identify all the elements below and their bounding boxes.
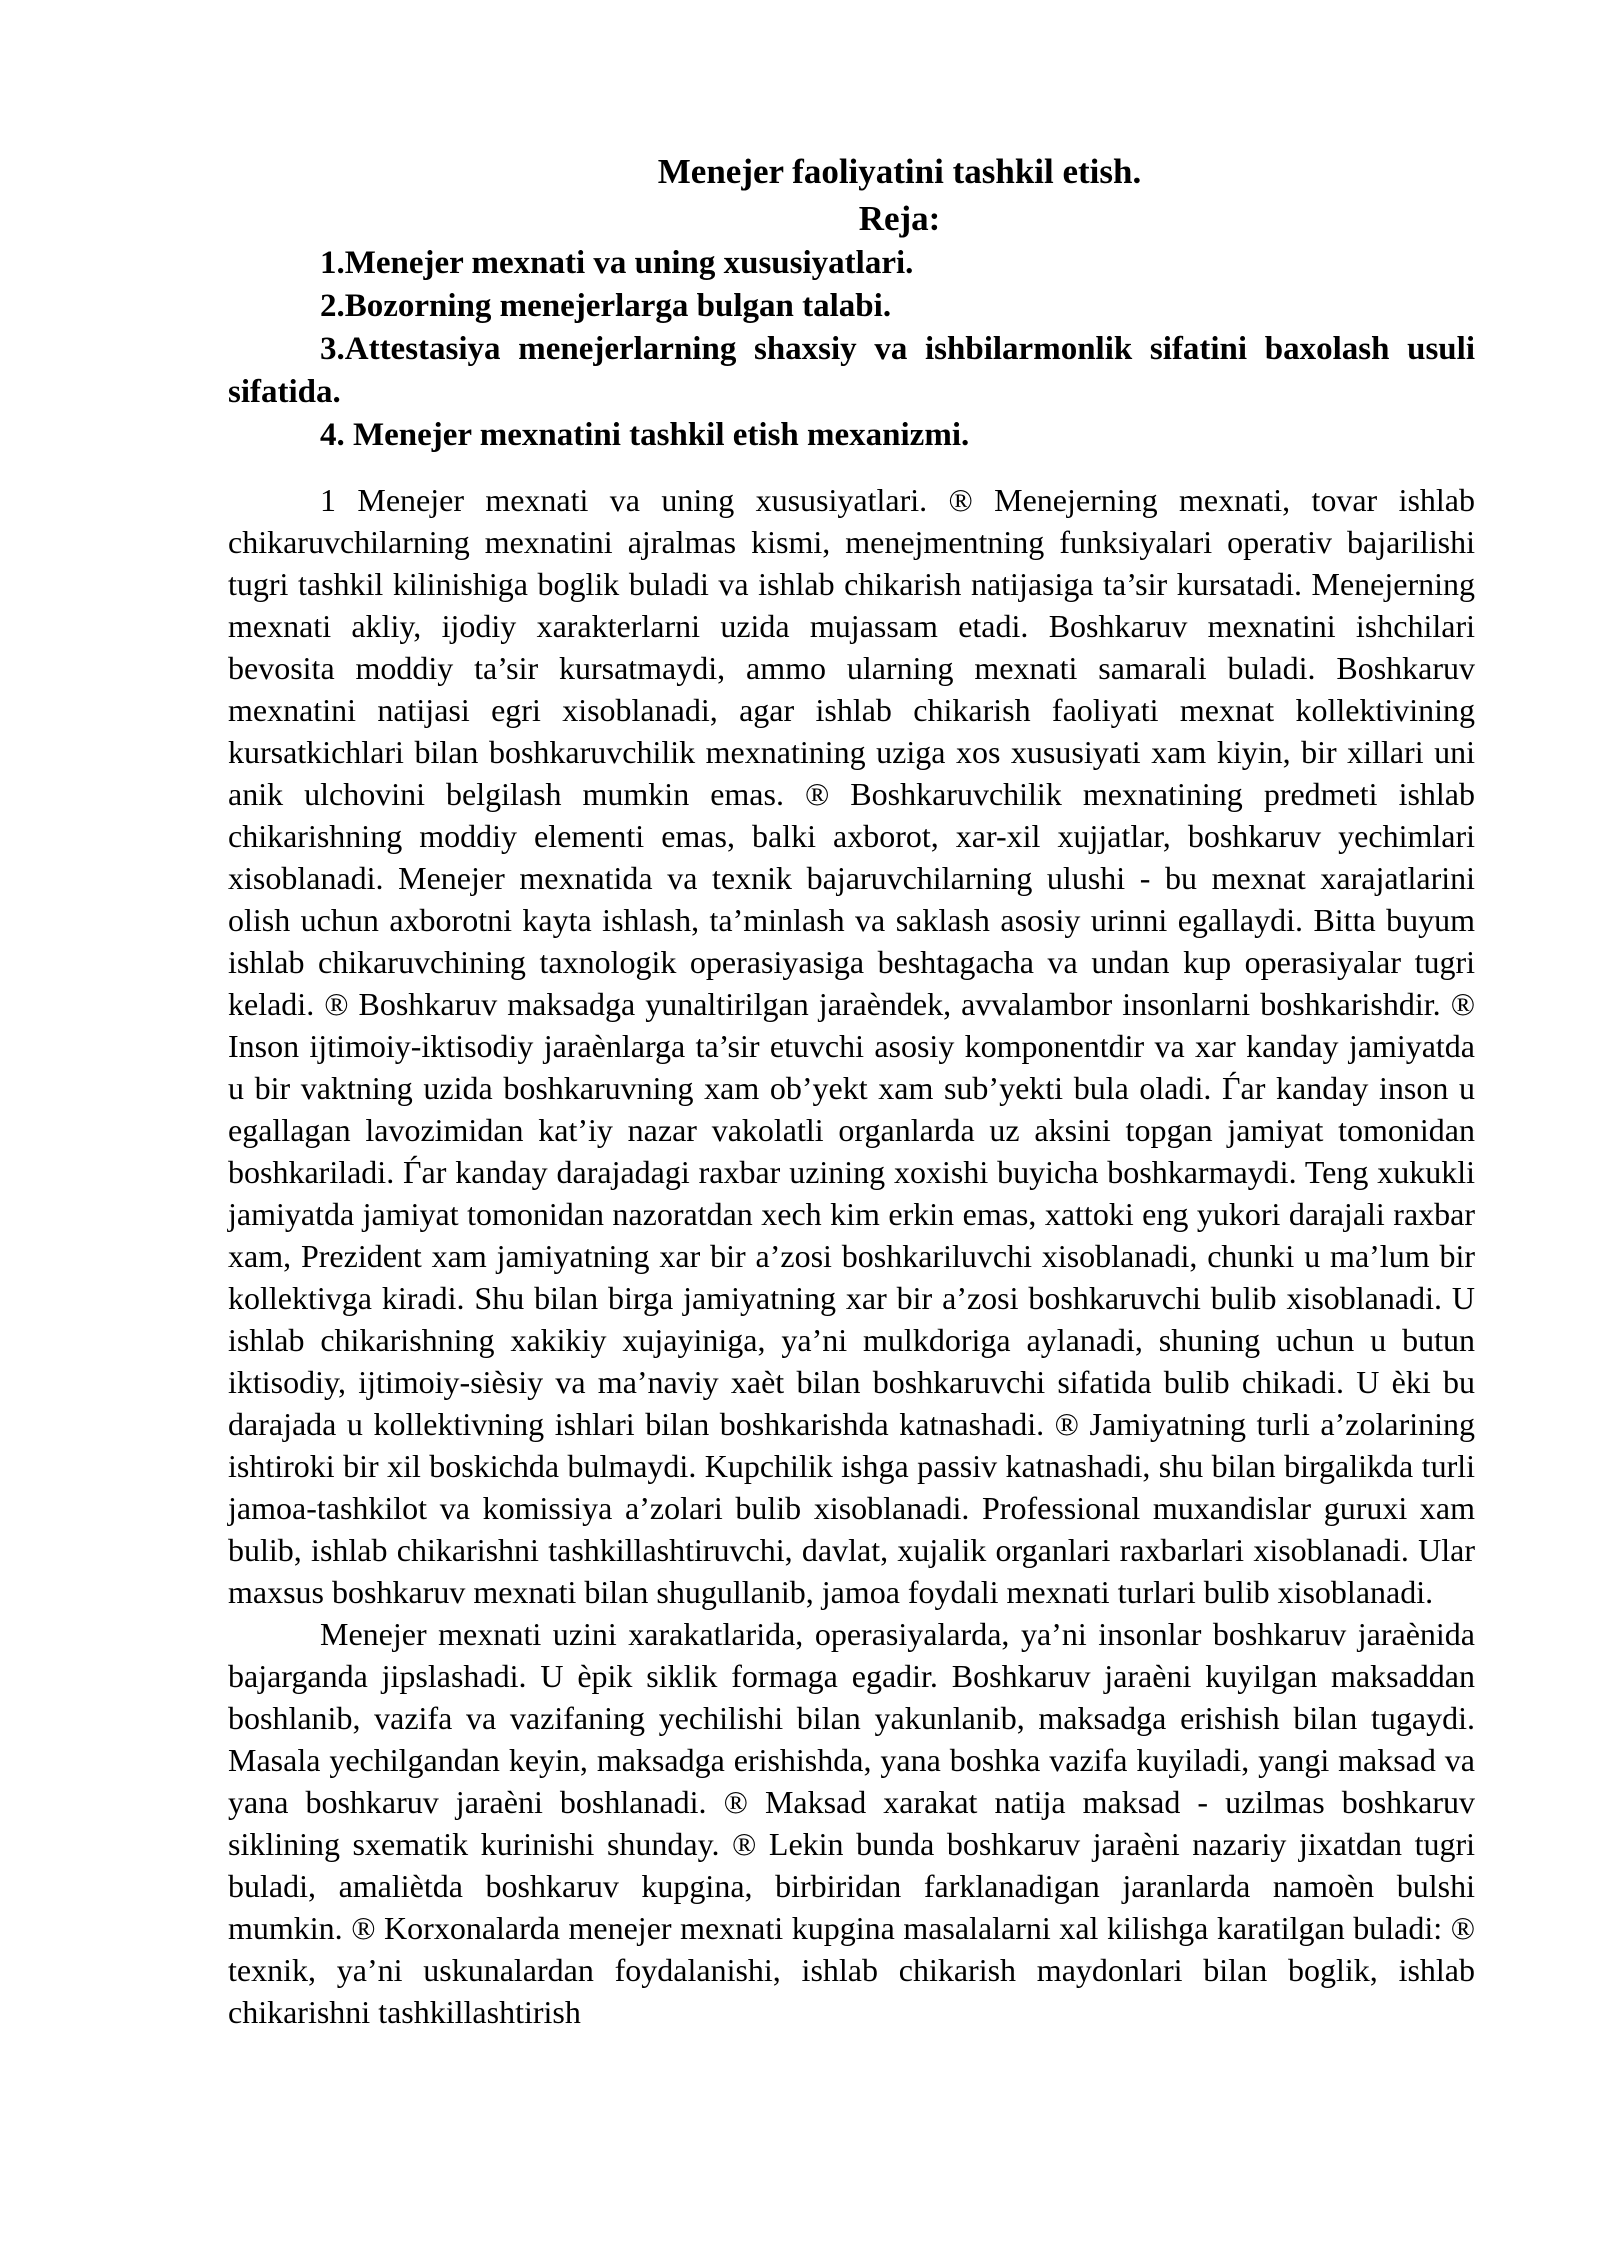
plan-item-3: 3.Attestasiya menejerlarning shaxsiy va ishbilarmonlik sifatini baxolash usuli sifatida. — [228, 331, 1475, 410]
plan-item-1: 1.Menejer mexnati va uning xususiyatlari. — [320, 245, 914, 281]
document-title: Menejer faoliyatini tashkil etish. — [657, 152, 1142, 191]
plan-item-2: 2.Bozorning menejerlarga bulgan talabi. — [320, 288, 892, 324]
body-paragraph-1: 1 Menejer mexnati va uning xususiyatlari. ® Menejerning mexnati, tovar ishlab chikaruvchilarning mexnatini ajralmas kismi, menejmentning funksiyalari operativ bajarilishi tugri tashkil kilinishiga boglik buladi va ishlab chikarish natijasiga ta’sir kursatadi. Menejerning mexnati akliy, ijodiy xarakterlarni uzida mujassam etadi. Boshkaruv mexnatini ishchilari bevosita moddiy ta’sir kursatmaydi, ammo ularning mexnati samarali buladi. Boshkaruv mexnatini natijasi egri xisoblanadi, agar ishlab chikarish faoliyati mexnat kollektivining kursatkichlari bilan boshkaruvchilik mexnatining uziga xos xususiyati xam kiyin, bir xillari uni anik ulchovini belgilash mumkin emas. ® Boshkaruvchilik mexnatining predmeti ishlab chikarishning moddiy elementi emas, balki axborot, xar-xil xujjatlar, boshkaruv yechimlari xisoblanadi. Menejer mexnatida va texnik bajaruvchilarning ulushi - bu mexnat xarajatlarini olish uchun axborotni kayta ishlash, ta’minlash va saklash asosiy urinni egallaydi. Bitta buyum ishlab chikaruvchining taxnologik operasiyasiga beshtagacha va undan kup operasiyalar tugri keladi. ® Boshkaruv maksadga yunaltirilgan jaraèndek, avvalambor insonlarni boshkarishdir. ® Inson ijtimoiy-iktisodiy jaraènlarga ta’sir etuvchi asosiy komponentdir va xar kanday jamiyatda u bir vaktning uzida boshkaruvning xam ob’yekt xam sub’yekti bula oladi. Ѓar kanday inson u egallagan lavozimidan kat’iy nazar vakolatli organlarda uz aksini topgan jamiyat tomonidan boshkariladi. Ѓar kanday darajadagi raxbar uzining xoxishi buyicha boshkarmaydi. Teng xukukli jamiyatda jamiyat tomonidan nazoratdan xech kim erkin emas, xattoki eng yukori darajali raxbar xam, Prezident xam jamiyatning xar bir a’zosi boshkariluvchi xisoblanadi, chunki u ma’lum bir kollektivga kiradi. Shu bilan birga jamiyatning xar bir a’zosi boshkaruvchi bulib xisoblanadi. U ishlab chikarishning xakikiy xujayiniga, ya’ni mulkdoriga aylanadi, shuning uchun u butun iktisodiy, ijtimoiy-sièsiy va ma’naviy xaèt bilan boshkaruvchi sifatida bulib chikadi. U èki bu darajada u kollektivning ishlari bilan boshkarishda katnashadi. ® Jamiyatning turli a’zolarining ishtiroki bir xil boskichda bulmaydi. Kupchilik ishga passiv katnashadi, shu bilan birgalikda turli jamoa-tashkilot va komissiya a’zolari bulib xisoblanadi. Professional muxandislar guruxi xam bulib, ishlab chikarishni tashkillashtiruvchi, davlat, xujalik organlari raxbarlari xisoblanadi. Ular maxsus boshkaruv mexnati bilan shugullanib, jamoa foydali mexnati turlari bulib xisoblanadi. — [228, 482, 1475, 1610]
plan-item-4: 4. Menejer mexnatini tashkil etish mexanizmi. — [320, 417, 970, 453]
plan-list — [228, 242, 1475, 457]
body-paragraph-2: Menejer mexnati uzini xarakatlarida, operasiyalarda, ya’ni insonlar boshkaruv jaraènida bajarganda jipslashadi. U èpik siklik formaga egadir. Boshkaruv jaraèni kuyilgan maksaddan boshlanib, vazifa va vazifaning yechilishi bilan yakunlanib, maksadga erishish bilan tugaydi. Masala yechilgandan keyin, maksadga erishishda, yana boshka vazifa kuyiladi, yangi maksad va yana boshkaruv jaraèni boshlanadi. ® Maksad xarakat natija maksad - uzilmas boshkaruv siklining sxematik kurinishi shunday. ® Lekin bunda boshkaruv jaraèni nazariy jixatdan tugri buladi, amaliètda boshkaruv kupgina, birbiridan farklanadigan jaranlarda namoèn bulshi mumkin. ® Korxonalarda menejer mexnati kupgina masalalarni xal kilishga karatilgan buladi: ® texnik, ya’ni uskunalardan foydalanishi, ishlab chikarish maydonlari bilan boglik, ishlab chikarishni tashkillashtirish — [228, 1616, 1475, 2030]
plan-heading: Reja: — [858, 199, 941, 238]
